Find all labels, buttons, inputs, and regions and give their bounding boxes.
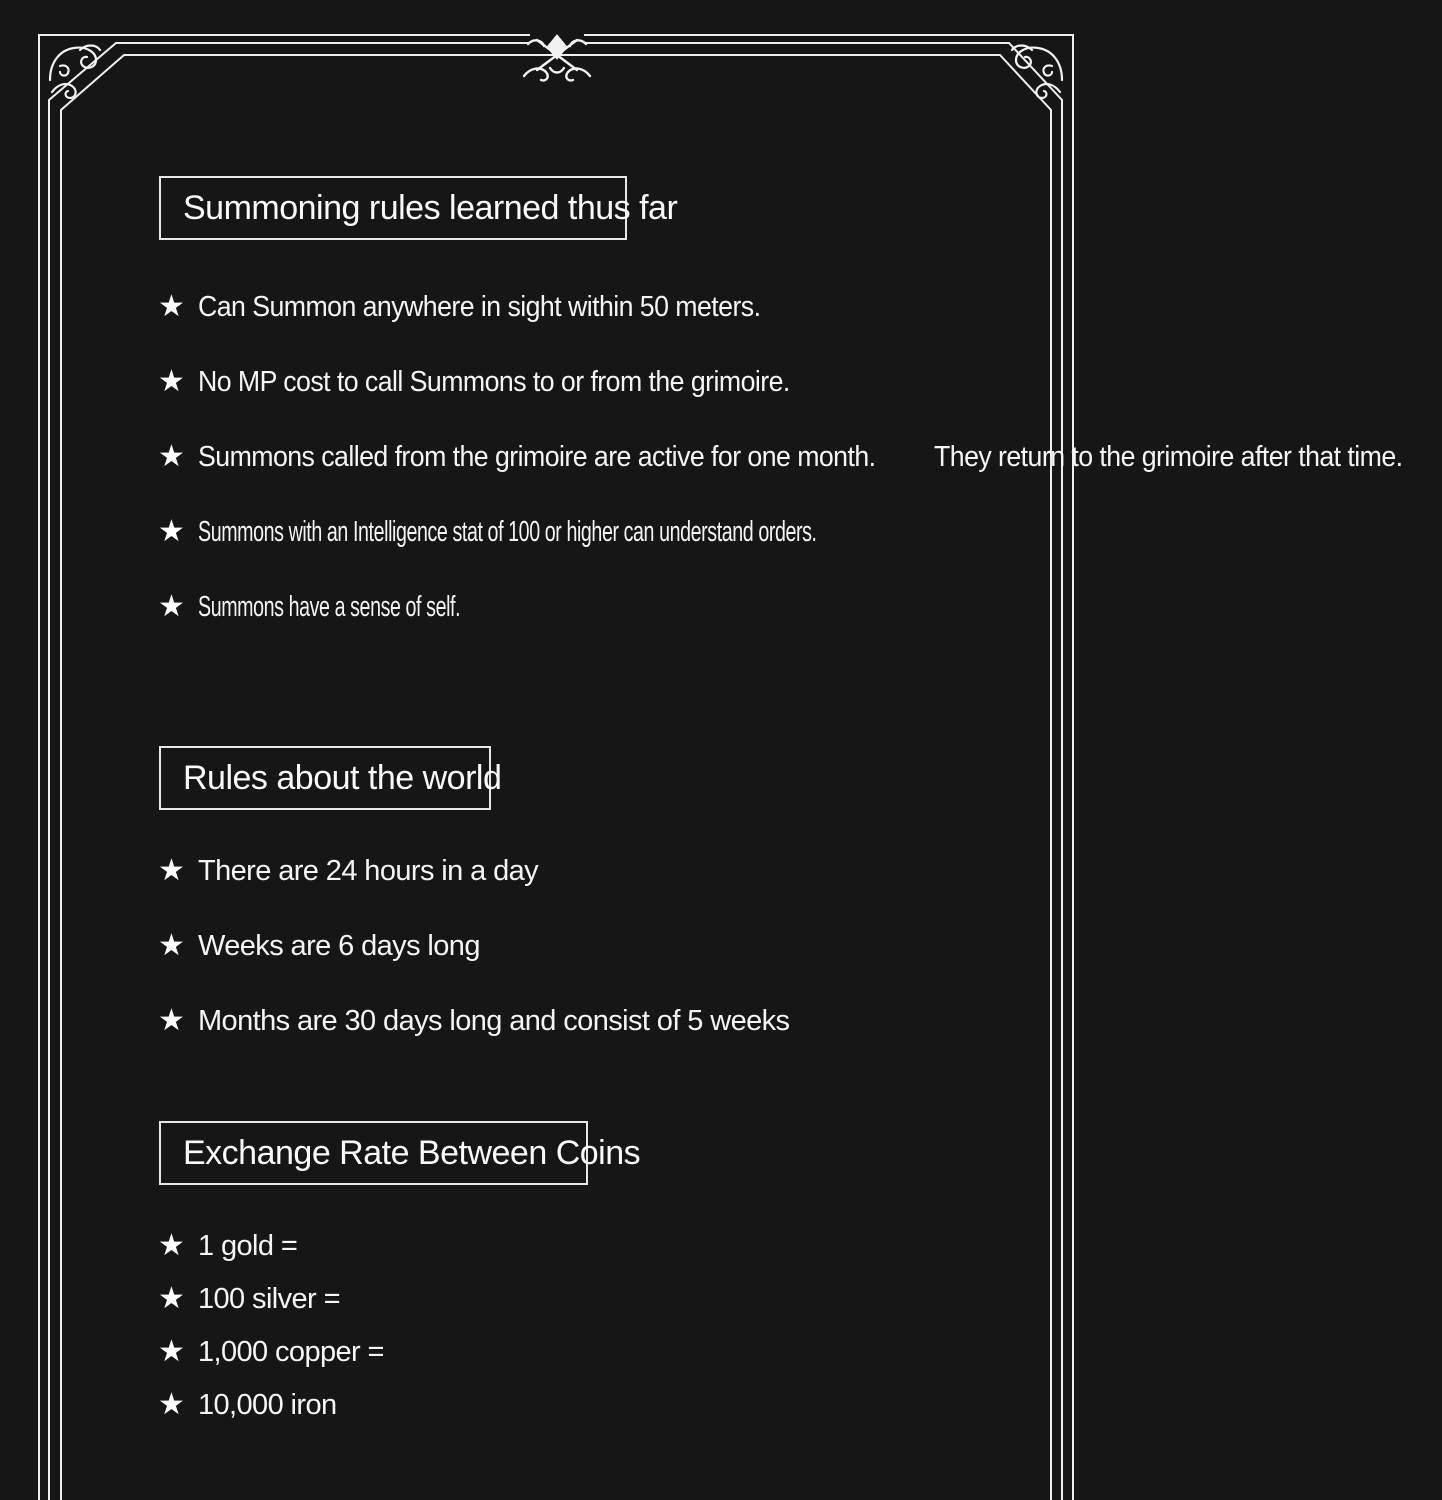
star-icon: ★ — [158, 1228, 185, 1263]
world-rules-list — [158, 852, 789, 1077]
star-icon: ★ — [158, 1281, 185, 1316]
list-item-text: 10,000 iron — [198, 1389, 337, 1421]
list-item — [158, 1386, 384, 1424]
star-icon: ★ — [158, 928, 185, 963]
list-item — [158, 852, 789, 890]
summoning-rules-list — [158, 288, 1442, 663]
list-item — [158, 588, 1442, 626]
star-icon: ★ — [158, 1387, 185, 1422]
list-item — [158, 363, 1442, 401]
section-title-summoning-rules: Summoning rules learned thus far — [159, 176, 627, 240]
list-item — [158, 513, 1442, 551]
section-title-exchange-rate: Exchange Rate Between Coins — [159, 1121, 588, 1185]
list-item-text: No MP cost to call Summons to or from the grimoire. — [198, 366, 790, 398]
star-icon: ★ — [158, 514, 185, 549]
list-item — [158, 1280, 384, 1318]
star-icon: ★ — [158, 589, 185, 624]
list-item-text: There are 24 hours in a day — [198, 855, 539, 887]
exchange-rate-list — [158, 1227, 384, 1439]
list-item-text: Summons called from the grimoire are active for one month. — [198, 441, 876, 473]
list-item — [158, 1227, 384, 1265]
list-item-text: Summons with an Intelligence stat of 100 or higher can understand orders. — [198, 516, 817, 548]
list-item-text: 1 gold = — [198, 1230, 298, 1262]
list-item-text: Can Summon anywhere in sight within 50 meters. — [198, 291, 761, 323]
star-icon: ★ — [158, 439, 185, 474]
star-icon: ★ — [158, 1334, 185, 1369]
section-title-world-rules: Rules about the world — [159, 746, 491, 810]
star-icon: ★ — [158, 853, 185, 888]
list-item-text-continued: They return to the grimoire after that time. — [933, 441, 1403, 473]
list-item — [158, 927, 789, 965]
list-item — [158, 438, 1442, 476]
list-item-text: 100 silver = — [198, 1283, 340, 1315]
star-icon: ★ — [158, 289, 185, 324]
list-item-text: Months are 30 days long and consist of 5 weeks — [198, 1005, 790, 1037]
list-item — [158, 1002, 789, 1040]
list-item — [158, 288, 1442, 326]
list-item-text: 1,000 copper = — [198, 1336, 384, 1368]
list-item-text: Summons have a sense of self. — [198, 591, 461, 623]
list-item — [158, 1333, 384, 1371]
star-icon: ★ — [158, 364, 185, 399]
list-item-text: Weeks are 6 days long — [198, 930, 480, 962]
star-icon: ★ — [158, 1003, 185, 1038]
